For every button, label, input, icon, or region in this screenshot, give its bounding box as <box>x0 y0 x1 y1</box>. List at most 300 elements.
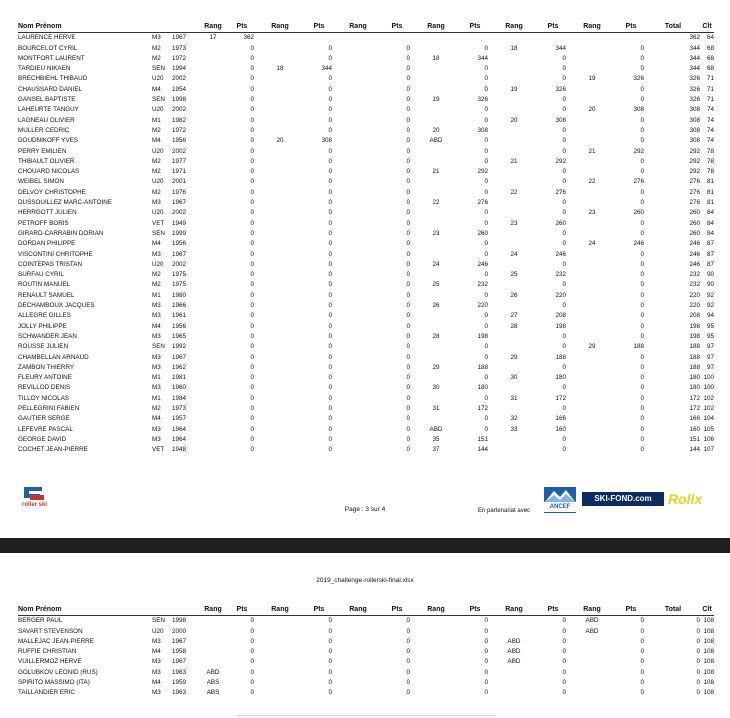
athlete-name: VISCONTINI CHRITOPHE <box>18 250 93 258</box>
table-cell: 0 <box>250 75 254 83</box>
table-cell: 0 <box>406 302 410 310</box>
table-cell <box>568 647 616 657</box>
table-cell: 22 <box>510 188 518 196</box>
table-cell: 0 <box>250 291 254 299</box>
table-cell <box>256 342 304 352</box>
table-row <box>18 95 714 105</box>
table-cell: 260 <box>477 229 488 237</box>
table-cell: 108 <box>703 617 714 625</box>
table-row <box>18 332 714 342</box>
athlete-name: GOLUBKOV LEONID (RUS) <box>18 668 98 676</box>
table-cell: 0 <box>640 668 644 676</box>
table-cell <box>198 353 228 363</box>
table-cell: 0 <box>406 85 410 93</box>
col-header-rang: Rang <box>334 22 382 33</box>
table-cell: M2 <box>152 157 161 165</box>
table-cell <box>490 198 538 208</box>
table-cell: U20 <box>152 178 164 186</box>
table-cell: 160 <box>689 425 700 433</box>
table-cell: 19 <box>510 85 518 93</box>
table-cell <box>460 33 490 44</box>
table-cell <box>256 435 304 445</box>
table-cell: 172 <box>555 394 566 402</box>
table-cell: 0 <box>484 291 488 299</box>
table-cell: 308 <box>555 116 566 124</box>
table-cell <box>412 637 460 647</box>
athlete-name: LAHEURTE TANGUY <box>18 106 79 114</box>
table-cell: 0 <box>406 209 410 217</box>
table-cell: 0 <box>562 229 566 237</box>
table-cell: 144 <box>477 446 488 454</box>
table-cell: 0 <box>640 353 644 361</box>
table-cell <box>198 239 228 249</box>
table-cell: 0 <box>328 199 332 207</box>
table-cell: 2002 <box>172 106 187 114</box>
table-cell: 0 <box>562 96 566 104</box>
athlete-name: GIRARD-CARRABIN DORIAN <box>18 229 104 237</box>
table-cell: 0 <box>484 322 488 330</box>
table-cell: 326 <box>689 75 700 83</box>
table-cell: 0 <box>484 250 488 258</box>
table-cell: 260 <box>633 209 644 217</box>
table-cell <box>334 44 382 54</box>
table-cell: 0 <box>250 689 254 697</box>
athlete-name: PETROFF BORIS <box>18 219 69 227</box>
table-cell: M3 <box>152 435 161 443</box>
table-cell <box>256 44 304 54</box>
table-cell: 166 <box>555 415 566 423</box>
table-cell <box>334 332 382 342</box>
table-row <box>18 668 714 678</box>
table-cell: U20 <box>152 260 164 268</box>
table-cell <box>256 116 304 126</box>
table-cell: 105 <box>703 425 714 433</box>
table-cell: 188 <box>689 343 700 351</box>
table-cell: 18 <box>432 54 440 62</box>
table-cell: M2 <box>152 188 161 196</box>
table-cell <box>490 167 538 177</box>
table-cell: 71 <box>706 85 714 93</box>
table-cell <box>256 239 304 249</box>
table-cell: 23 <box>432 229 440 237</box>
table-cell: 326 <box>555 85 566 93</box>
table-cell: 0 <box>640 168 644 176</box>
table-cell: 2002 <box>172 75 187 83</box>
table-cell: 0 <box>328 446 332 454</box>
table-cell: 0 <box>406 322 410 330</box>
athlete-name: DOUDNIKOFF YVES <box>18 137 79 145</box>
table-cell <box>490 280 538 290</box>
table-cell: 0 <box>562 363 566 371</box>
table-cell: 87 <box>706 240 714 248</box>
table-cell: 292 <box>689 147 700 155</box>
table-cell: 0 <box>640 322 644 330</box>
table-cell: 0 <box>328 658 332 666</box>
athlete-name: ZAMBON THIERRY <box>18 363 75 371</box>
table-cell: 0 <box>406 689 410 697</box>
table-cell: 0 <box>562 637 566 645</box>
table-cell <box>490 74 538 84</box>
table-cell: 0 <box>640 137 644 145</box>
table-cell <box>334 353 382 363</box>
table-row <box>18 157 714 167</box>
table-cell <box>568 414 616 424</box>
table-cell: 0 <box>328 271 332 279</box>
table-cell <box>198 383 228 393</box>
table-cell: 1998 <box>172 96 187 104</box>
table-cell: 220 <box>689 291 700 299</box>
table-cell: 344 <box>477 54 488 62</box>
table-cell <box>256 167 304 177</box>
table-cell: 0 <box>640 116 644 124</box>
table-cell <box>568 657 616 667</box>
table-cell: 0 <box>406 679 410 687</box>
table-cell <box>334 229 382 239</box>
table-cell: ABD <box>507 658 521 666</box>
table-cell: 1949 <box>172 219 187 227</box>
table-cell <box>334 647 382 657</box>
ancef-logo-text: ANCEF <box>544 502 576 512</box>
table-cell: 102 <box>703 404 714 412</box>
table-cell: 2000 <box>172 627 187 635</box>
table-cell <box>412 678 460 688</box>
table-cell <box>490 332 538 342</box>
athlete-name: COCHET JEAN-PIERRE <box>18 446 88 454</box>
table-cell: 0 <box>484 157 488 165</box>
table-cell <box>256 280 304 290</box>
table-cell: 71 <box>706 75 714 83</box>
table-cell: 0 <box>640 363 644 371</box>
athlete-name: CHOUARD NICOLAS <box>18 168 80 176</box>
table-cell: 232 <box>689 271 700 279</box>
table-cell: 0 <box>562 668 566 676</box>
table-cell: 0 <box>640 157 644 165</box>
table-cell: 0 <box>250 85 254 93</box>
table-cell: 0 <box>328 147 332 155</box>
table-cell: M2 <box>152 168 161 176</box>
table-cell <box>198 616 228 627</box>
table-cell: 0 <box>328 637 332 645</box>
col-header-pts: Pts <box>460 605 490 616</box>
table-cell: 31 <box>432 404 440 412</box>
table-cell <box>256 74 304 84</box>
table-cell: 0 <box>328 85 332 93</box>
table-cell <box>490 688 538 698</box>
table-cell: 0 <box>562 679 566 687</box>
table-cell: 344 <box>689 65 700 73</box>
table-cell: 26 <box>510 291 518 299</box>
table-cell <box>256 229 304 239</box>
table-cell: 0 <box>562 168 566 176</box>
table-cell: 81 <box>706 188 714 196</box>
table-cell <box>198 44 228 54</box>
table-cell: 0 <box>640 281 644 289</box>
table-cell: ABS <box>206 689 220 697</box>
ancef-logo <box>544 487 576 513</box>
table-cell <box>334 147 382 157</box>
table-cell <box>198 627 228 637</box>
table-cell <box>490 435 538 445</box>
table-cell: 0 <box>406 44 410 52</box>
table-cell <box>334 668 382 678</box>
table-row <box>18 301 714 311</box>
table-cell <box>568 260 616 270</box>
table-cell: M1 <box>152 374 161 382</box>
table-cell: 1957 <box>172 415 187 423</box>
table-cell: 292 <box>689 157 700 165</box>
table-cell: ABD <box>585 617 599 625</box>
table-cell <box>538 33 568 44</box>
table-cell <box>256 657 304 667</box>
table-cell: 0 <box>406 106 410 114</box>
table-cell: 20 <box>432 126 440 134</box>
table-cell <box>256 95 304 105</box>
table-cell: 208 <box>555 312 566 320</box>
table-cell <box>256 85 304 95</box>
table-cell <box>412 657 460 667</box>
table-cell: 1964 <box>172 425 187 433</box>
table-cell <box>334 239 382 249</box>
table-cell <box>334 394 382 404</box>
table-cell: 0 <box>250 126 254 134</box>
table-cell: 1972 <box>172 54 187 62</box>
table-cell: 0 <box>484 394 488 402</box>
table-cell: 0 <box>250 168 254 176</box>
table-cell: 260 <box>689 219 700 227</box>
table-cell: 0 <box>406 240 410 248</box>
table-cell: ABD <box>507 648 521 656</box>
table-row <box>18 167 714 177</box>
table-cell: 0 <box>250 374 254 382</box>
table-cell <box>198 270 228 280</box>
table-cell <box>256 301 304 311</box>
table-cell <box>412 188 460 198</box>
table-cell: 33 <box>510 425 518 433</box>
table-cell: 0 <box>250 332 254 340</box>
table-cell: 0 <box>328 332 332 340</box>
table-cell <box>490 616 538 627</box>
athlete-name: PERRY EMILIEN <box>18 147 67 155</box>
table-cell: 172 <box>689 394 700 402</box>
table-cell: 0 <box>484 65 488 73</box>
athlete-name: DORDAN PHILIPPE <box>18 240 76 248</box>
table-cell: 0 <box>696 627 700 635</box>
table-cell: 0 <box>406 199 410 207</box>
table-cell: 0 <box>696 648 700 656</box>
table-cell <box>334 445 382 455</box>
table-cell: 0 <box>406 353 410 361</box>
table-cell: 308 <box>321 137 332 145</box>
table-row <box>18 136 714 146</box>
table-row <box>18 678 714 688</box>
table-cell: 95 <box>706 322 714 330</box>
table-cell: 87 <box>706 250 714 258</box>
table-cell: 0 <box>640 250 644 258</box>
table-cell: 0 <box>328 435 332 443</box>
table-cell <box>412 414 460 424</box>
table-cell: M2 <box>152 404 161 412</box>
table-cell: 0 <box>406 343 410 351</box>
table-cell: 0 <box>484 106 488 114</box>
table-cell: 0 <box>562 199 566 207</box>
table-cell: 0 <box>328 168 332 176</box>
partner-label: En partenariat avec <box>478 508 531 514</box>
table-cell <box>334 116 382 126</box>
table-cell: 1973 <box>172 404 187 412</box>
table-row <box>18 435 714 445</box>
table-cell: 19 <box>432 96 440 104</box>
table-cell: 108 <box>703 679 714 687</box>
table-cell: ABD <box>507 637 521 645</box>
table-cell: 0 <box>562 648 566 656</box>
table-cell: 18 <box>276 65 284 73</box>
rollx-logo: Rollx <box>668 491 703 507</box>
table-row <box>18 188 714 198</box>
table-row <box>18 270 714 280</box>
table-cell <box>334 136 382 146</box>
table-cell: 0 <box>328 178 332 186</box>
table-cell <box>568 383 616 393</box>
table-cell: 28 <box>432 332 440 340</box>
table-cell: M4 <box>152 137 161 145</box>
table-cell: 74 <box>706 106 714 114</box>
table-cell: 1994 <box>172 65 187 73</box>
table-cell: 0 <box>640 302 644 310</box>
table-cell: 260 <box>689 229 700 237</box>
table-cell: 326 <box>633 75 644 83</box>
table-cell <box>568 95 616 105</box>
table-cell: 64 <box>706 34 714 42</box>
table-cell: 0 <box>640 44 644 52</box>
table-cell: M4 <box>152 679 161 687</box>
table-cell: 0 <box>328 260 332 268</box>
table-cell: 0 <box>640 332 644 340</box>
table-cell <box>412 116 460 126</box>
table-cell <box>198 126 228 136</box>
table-cell: 1960 <box>172 384 187 392</box>
table-cell <box>334 280 382 290</box>
table-cell: 0 <box>640 415 644 423</box>
table-cell: 0 <box>640 188 644 196</box>
table-cell <box>334 85 382 95</box>
table-cell: 0 <box>640 658 644 666</box>
table-cell <box>334 363 382 373</box>
table-cell: 1967 <box>172 353 187 361</box>
table-row <box>18 74 714 84</box>
table-cell: 246 <box>477 260 488 268</box>
table-cell: 0 <box>250 415 254 423</box>
table-cell: 0 <box>328 229 332 237</box>
table-cell: 0 <box>406 648 410 656</box>
table-cell: 0 <box>250 147 254 155</box>
table-cell: 362 <box>689 34 700 42</box>
athlete-name: SPIRITO MASSIMO (ITA) <box>18 679 90 687</box>
table-cell <box>198 177 228 187</box>
table-cell: 0 <box>250 96 254 104</box>
table-cell <box>334 291 382 301</box>
table-cell: 107 <box>703 446 714 454</box>
table-cell: 30 <box>432 384 440 392</box>
table-cell <box>198 280 228 290</box>
table-cell: 188 <box>555 353 566 361</box>
table-row <box>18 105 714 115</box>
table-cell <box>412 33 460 44</box>
table-cell <box>256 54 304 64</box>
table-cell: 0 <box>562 209 566 217</box>
athlete-name: WEIBEL SIMON <box>18 178 64 186</box>
table-cell: 0 <box>562 126 566 134</box>
table-cell: 188 <box>477 363 488 371</box>
col-header-name: Nom Prénom <box>18 605 152 616</box>
table-cell: 84 <box>706 219 714 227</box>
table-cell: 0 <box>328 363 332 371</box>
table-cell: 0 <box>562 240 566 248</box>
table-cell: 1956 <box>172 137 187 145</box>
table-cell: 0 <box>250 271 254 279</box>
col-header-pts: Pts <box>228 22 256 33</box>
athlete-name: CHAUSSARD DANIEL <box>18 85 83 93</box>
table-cell: 0 <box>406 96 410 104</box>
table-cell <box>198 363 228 373</box>
table-cell: 1956 <box>172 322 187 330</box>
table-cell: 21 <box>588 147 596 155</box>
table-cell: 108 <box>703 658 714 666</box>
table-cell: M3 <box>152 363 161 371</box>
table-cell: 0 <box>562 75 566 83</box>
table-cell: 0 <box>640 679 644 687</box>
table-cell: 26 <box>432 302 440 310</box>
table-cell: 0 <box>484 415 488 423</box>
table-cell <box>490 136 538 146</box>
table-cell: 276 <box>555 188 566 196</box>
table-cell: 24 <box>432 260 440 268</box>
table-cell: 29 <box>510 353 518 361</box>
table-cell: 1977 <box>172 157 187 165</box>
table-cell <box>412 353 460 363</box>
table-cell <box>198 219 228 229</box>
table-cell: 21 <box>510 157 518 165</box>
table-cell: 180 <box>555 374 566 382</box>
athlete-name: DELVOY CHRISTOPHE <box>18 188 86 196</box>
col-header-rang: Rang <box>568 605 616 616</box>
table-cell <box>256 33 304 44</box>
table-cell: M3 <box>152 384 161 392</box>
athlete-name: MULLER CEDRIC <box>18 126 70 134</box>
table-row <box>18 177 714 187</box>
table-cell: M3 <box>152 250 161 258</box>
table-cell <box>198 250 228 260</box>
page-number: Page : 3 sur 4 <box>344 506 386 513</box>
table-cell <box>490 126 538 136</box>
table-cell: 0 <box>406 404 410 412</box>
table-cell: 0 <box>640 126 644 134</box>
col-header-pts: Pts <box>460 22 490 33</box>
table-cell: 0 <box>250 65 254 73</box>
table-cell: 326 <box>689 96 700 104</box>
table-cell <box>198 425 228 435</box>
table-cell: 0 <box>406 446 410 454</box>
table-cell: 0 <box>328 689 332 697</box>
table-cell: 198 <box>555 322 566 330</box>
table-cell: 0 <box>328 322 332 330</box>
table-cell: 28 <box>510 322 518 330</box>
table-cell <box>198 74 228 84</box>
table-row <box>18 404 714 414</box>
table-cell <box>256 219 304 229</box>
table-cell <box>568 394 616 404</box>
table-cell: M3 <box>152 312 161 320</box>
table-cell <box>568 44 616 54</box>
